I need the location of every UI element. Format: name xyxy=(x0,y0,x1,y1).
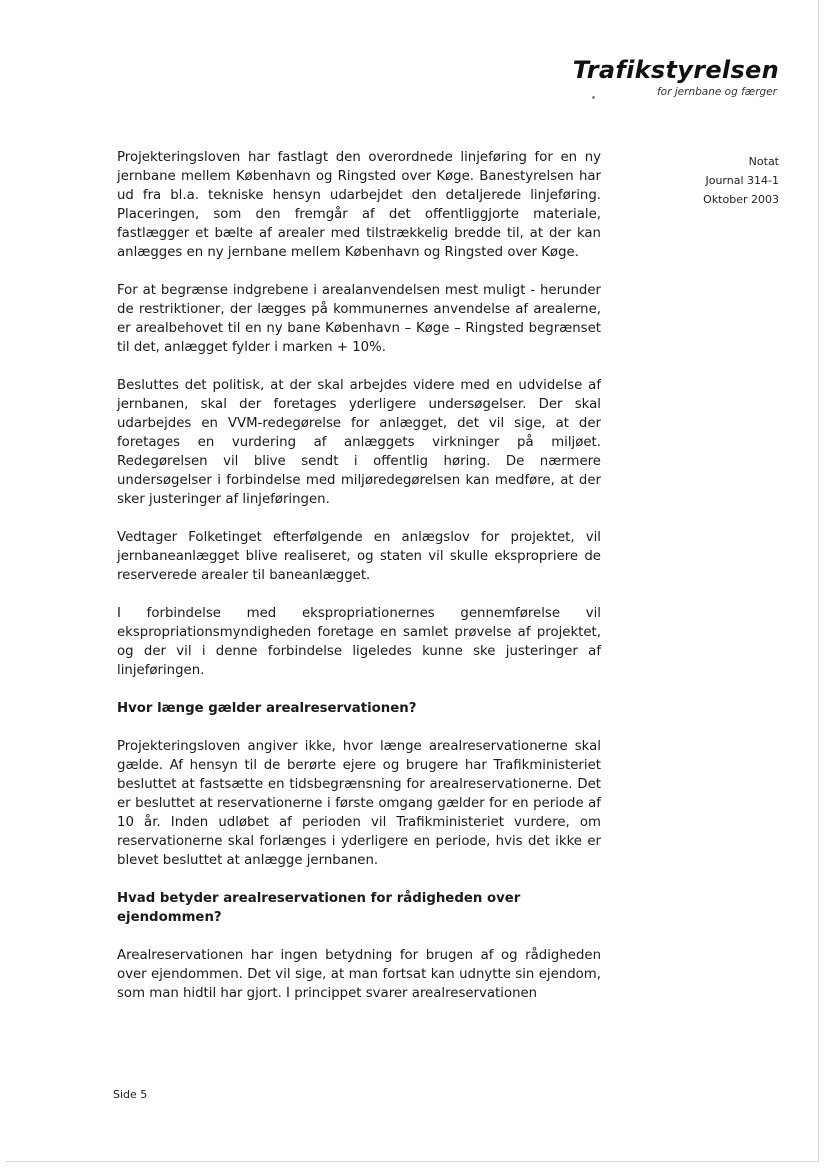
heading-property-rights: Hvad betyder arealreservationen for rådigheden over ejendommen? xyxy=(117,891,521,925)
doc-date: Oktober 2003 xyxy=(703,193,779,206)
doc-type: Notat xyxy=(748,155,779,168)
paragraph-7: Arealreservationen har ingen betydning for brugen af og rådigheden over ejendommen. Det vil sige, at man fortsat kan udnytte sin ejendom, som man hidtil har gjort. I princippet svarer arealreservationen xyxy=(117,948,601,1001)
paragraph-5: I forbindelse med ekspropriationernes gennemførelse vil ekspropriationsmyndigheden foretage en samlet prøvelse af projektet, og der vil i denne forbindelse ligeledes kunne ske justeringer af linjeføringen. xyxy=(117,606,601,678)
paragraph-6: Projekteringsloven angiver ikke, hvor længe arealreservationerne skal gælde. Af hensyn til de berørte ejere og brugere har Trafikministeriet besluttet at fastsætte en tidsbegrænsning for arealreservationerne. Det er besluttet at reservationerne i første omgang gælder for en periode af 10 år. Inden udløbet af perioden vil Trafikministeriet vurdere, om reservationerne skal forlænges i yderligere en periode, hvis det ikke er blevet besluttet at anlægge jernbanen. xyxy=(117,739,601,868)
page-number: Side 5 xyxy=(113,1088,148,1101)
logo-tagline: for jernbane og færger xyxy=(656,86,777,98)
heading-duration: Hvor længe gælder arealreservationen? xyxy=(117,701,417,716)
journal-number: Journal 314-1 xyxy=(705,174,779,187)
scan-speck xyxy=(592,96,595,99)
paragraph-1: Projekteringsloven har fastlagt den overordnede linjeføring for en ny jernbane mellem København og Ringsted over Køge. Banestyrelsen har ud fra bl.a. tekniske hensyn udarbejdet den detaljerede linjeføring. Placeringen, som den fremgår af det offentliggjorte materiale, fastlægger et bælte af arealer med tilstrækkelig bredde til, at der kan anlægges en ny jernbane mellem København og Ringsted over Køge. xyxy=(117,150,601,260)
paragraph-2: For at begrænse indgrebene i arealanvendelsen mest muligt - herunder de restriktioner, der lægges på kommunernes anvendelse af arealerne, er arealbehovet til en ny bane København – Køge – Ringsted begrænset til det, anlægget fylder i marken + 10%. xyxy=(117,283,601,355)
paragraph-3: Besluttes det politisk, at der skal arbejdes videre med en udvidelse af jernbanen, skal der foretages yderligere undersøgelser. Der skal udarbejdes en VVM-redegørelse for anlægget, det vil sige, at der foretages en vurdering af anlæggets virkninger på miljøet. Redegørelsen vil blive sendt i offentlig høring. De nærmere undersøgelser i forbindelse med miljøredegørelsen kan medføre, at der sker justeringer af linjeføringen. xyxy=(117,378,601,507)
document-meta xyxy=(703,152,779,209)
body-text xyxy=(117,148,601,1022)
logo xyxy=(573,56,779,98)
paragraph-4: Vedtager Folketinget efterfølgende en anlægslov for projektet, vil jernbaneanlægget blive realiseret, og staten vil skulle ekspropriere de reserverede arealer til baneanlægget. xyxy=(117,530,601,583)
logo-name: Trafikstyrelsen xyxy=(572,56,779,84)
